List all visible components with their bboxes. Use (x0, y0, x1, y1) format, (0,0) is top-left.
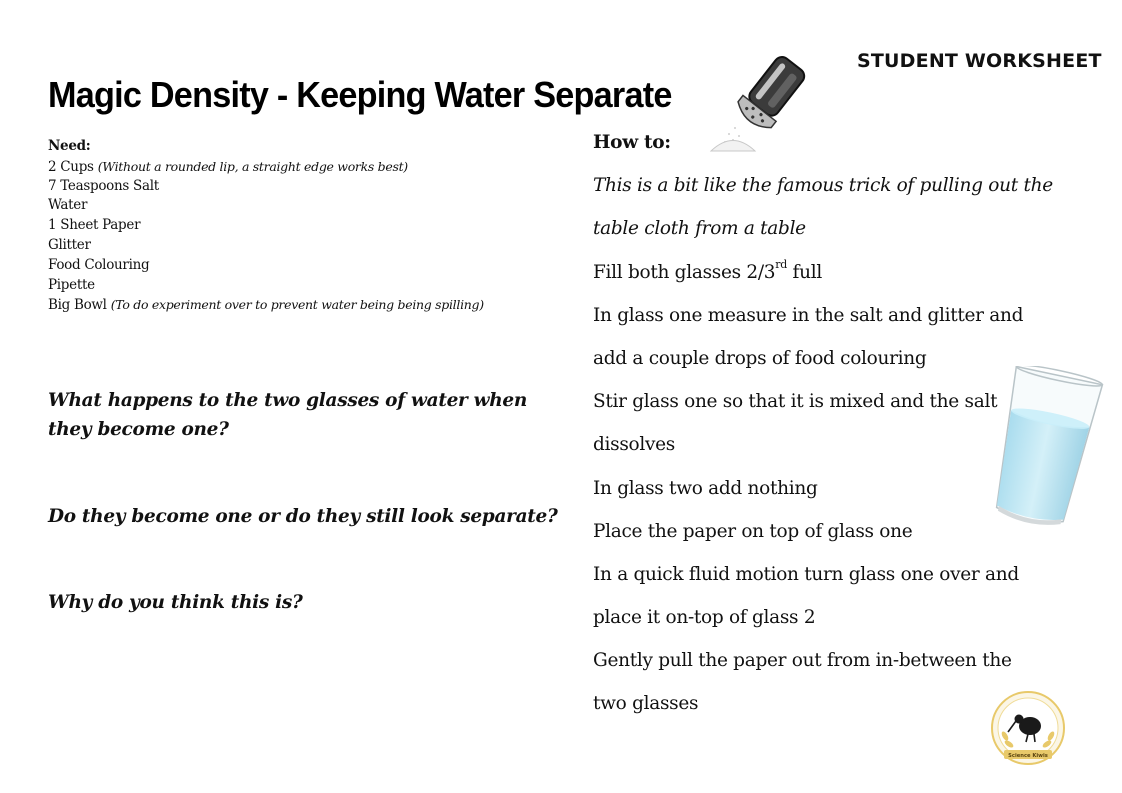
need-item: 1 Sheet Paper (48, 217, 141, 234)
need-item: Big Bowl (To do experiment over to prevent water being being spilling) (48, 297, 484, 314)
howto-step: In glass two add nothing (593, 477, 818, 499)
howto-step: In glass one measure in the salt and glitter and (593, 304, 1024, 326)
howto-step: In a quick fluid motion turn glass one over and (593, 563, 1019, 585)
page-title: Magic Density - Keeping Water Separate (48, 74, 672, 115)
howto-step: Fill both glasses 2/3rd full (593, 258, 822, 283)
howto-intro-line: table cloth from a table (593, 218, 806, 240)
worksheet-label: STUDENT WORKSHEET (857, 50, 1102, 72)
howto-heading: How to: (593, 132, 671, 153)
howto-section (593, 121, 1053, 726)
need-item: Glitter (48, 236, 91, 253)
need-item: 2 Cups (Without a rounded lip, a straight edge works best) (48, 158, 408, 175)
need-item: Water (48, 197, 88, 214)
howto-step: place it on-top of glass 2 (593, 607, 816, 629)
howto-intro-line: This is a bit like the famous trick of pulling out the (593, 175, 1053, 197)
science-kiwis-logo (988, 690, 1068, 770)
logo-text: Science Kiwis (1008, 753, 1048, 759)
water-glass-icon (982, 366, 1106, 531)
need-list (48, 137, 568, 315)
need-heading: Need: (48, 138, 91, 154)
need-item: Food Colouring (48, 256, 150, 273)
need-item: 7 Teaspoons Salt (48, 177, 159, 194)
need-item: Pipette (48, 276, 95, 293)
howto-step: Gently pull the paper out from in-between the (593, 650, 1012, 672)
howto-step: Stir glass one so that it is mixed and the salt (593, 391, 998, 413)
howto-step: dissolves (593, 434, 675, 456)
howto-step: two glasses (593, 693, 699, 715)
question-text: Why do you think this is? (48, 592, 303, 613)
howto-step: Place the paper on top of glass one (593, 520, 913, 542)
question-text: Do they become one or do they still look separate? (48, 506, 558, 527)
question-text: What happens to the two glasses of water when they become one? (48, 390, 528, 440)
howto-step: add a couple drops of food colouring (593, 347, 927, 369)
